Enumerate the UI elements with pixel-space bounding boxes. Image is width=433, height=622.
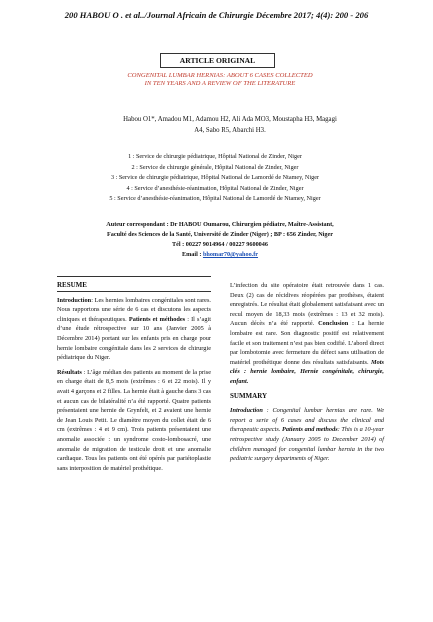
summary-intro-label: Introduction bbox=[230, 407, 263, 415]
abstract-column-left bbox=[57, 281, 211, 478]
affiliation: 3 : Service de chirurgie pédiatrique, Hôpital National de Lamordé de Ntamey, Niger bbox=[110, 174, 320, 181]
resume-heading: RESUME bbox=[57, 281, 87, 289]
section-label: ARTICLE ORIGINAL bbox=[160, 53, 275, 68]
methods-label: Patients et méthodes bbox=[128, 315, 186, 323]
summary-methods-text: : This is a 10-year retrospective study (January 2005 to December 2014) of children managed for congenital lumbar hernia in the two pediatric surgery departments of Niger. bbox=[230, 426, 384, 463]
correspondence-line-2: Faculté des Sciences de la Santé, Université de Zinder (Niger) ; BP : 656 Zinder, Niger bbox=[107, 231, 333, 238]
email-line bbox=[30, 250, 410, 260]
summary-text bbox=[230, 406, 384, 464]
abstract-column-right bbox=[230, 281, 384, 469]
conclusion-text: : La hernie lombaire est rare. Son diagnostic positif est relativement facile et son traitement n’est pas bien codifié. L’abord direct par lombotomie avec fermeture du défect sans utilisation de matériel prothétique donne des résultats satisfaisants. bbox=[230, 320, 385, 366]
results-label: Résultats bbox=[57, 368, 82, 376]
methods-text: : Il s’agit d’une étude rétrospective sur 10 ans (Janvier 2005 à Décembre 2014) portant sur les enfants pris en charge pour hernie lombaire congénitale dans les 2 services de chirurgie pédiatrique du Niger. bbox=[57, 315, 211, 362]
affiliations bbox=[40, 152, 390, 205]
authors-line-2: A4, Sabo R5, Abarchi H3. bbox=[194, 127, 266, 134]
col2-text: L’infection du site opératoire était retrouvée dans 1 cas. Deux (2) cas de récidives réopérées par prothèses, étaient enregistrés. Le résultat était globalement satisfaisant avec un recul moyen de 18,33 mois (extrêmes : 13 et 32 mois). Aucun décès n’a été rapporté. bbox=[230, 282, 384, 328]
resume-intro bbox=[57, 296, 211, 363]
article-title bbox=[70, 72, 370, 88]
affiliation: 2 : Service de chirurgie générale, Hôpital National de Zinder, Niger bbox=[131, 163, 299, 171]
divider bbox=[57, 276, 211, 277]
intro-label: Introduction bbox=[57, 296, 92, 304]
summary-heading: SUMMARY bbox=[230, 391, 268, 400]
correspondence-block bbox=[30, 220, 410, 260]
authors-line-1: Habou O1*, Amadou M1, Adamou H2, Ali Ada MO3, Moustapha H3, Magagi bbox=[123, 116, 337, 123]
keywords-text: : hernie lombaire, Hernie congénitale, chirurgie, enfant. bbox=[230, 368, 384, 385]
intro-text: : Les hernies lombaires congénitales sont rares. Nous rapportons une série de 6 cas et discutons les aspects cliniques et thérapeutiques. bbox=[57, 296, 211, 323]
email-label: Email : bbox=[181, 251, 203, 258]
affiliation: 1 : Service de chirurgie pédiatrique, Hôpital National de Zinder, Niger bbox=[128, 153, 302, 160]
title-line-2: IN TEN YEARS AND A REVIEW OF THE LITERATURE bbox=[144, 80, 296, 87]
email-link[interactable]: bhomar70@yahoo.fr bbox=[202, 251, 259, 258]
keywords-label: Mots clés bbox=[230, 358, 384, 376]
title-line-1: CONGENITAL LUMBAR HERNIAS: ABOUT 6 CASES COLLECTED bbox=[127, 72, 313, 79]
affiliation: 4 : Service d’anesthésie-réanimation, Hôpital National de Zinder, Niger bbox=[126, 184, 304, 192]
running-head: 200 HABOU O . et al../Journal Africain de Chirurgie Décembre 2017; 4(4): 200 - 206 bbox=[64, 10, 369, 20]
conclusion-label: Conclusion bbox=[318, 320, 349, 328]
summary-methods-label: Patients and methods bbox=[282, 426, 338, 434]
phone-line: Tél : 00227 9014964 / 00227 9600046 bbox=[172, 241, 268, 248]
affiliation: 5 : Service d’anesthésie-réanimation, Hôpital National de Lamordé de Ntamey, Niger bbox=[109, 195, 321, 202]
summary-intro-text: : Congenital lumbar hernias are rare. We report a serie of 6 cases and discuss the clinical and therapeutic aspects. bbox=[230, 407, 384, 434]
resume-continuation bbox=[230, 281, 384, 387]
results-text: : L’âge médian des patients au moment de la prise en charge était de 8,5 mois (extrêmes : 6 et 22 mois). Il y avait 4 garçons et 2 filles. La hernie était à gauche dans 3 cas et aucun cas de bilatéralité n’a été rapporté. Quatre patients présentaient une hernie de Grynfelt, et 2 avaient une hernie de Jean Louis Petit. Le diamètre moyen du collet était de 6 cm (extrêmes : 4 et 9 cm). Trois patients présentaient une anomalie associée : un syndrome costo-lombosacré, une anomalie de migration de testicule droit et une anomalie cardiaque. Tous les patients ont été opérés par pariétoplastie sans interposition de matériel prothétique. bbox=[57, 368, 211, 472]
author-list bbox=[100, 114, 360, 136]
correspondence-line-1: Auteur correspondant : Dr HABOU Oumarou, Chirurgien pédiatre, Maître-Assistant, bbox=[106, 221, 334, 228]
resume-results bbox=[57, 368, 211, 474]
